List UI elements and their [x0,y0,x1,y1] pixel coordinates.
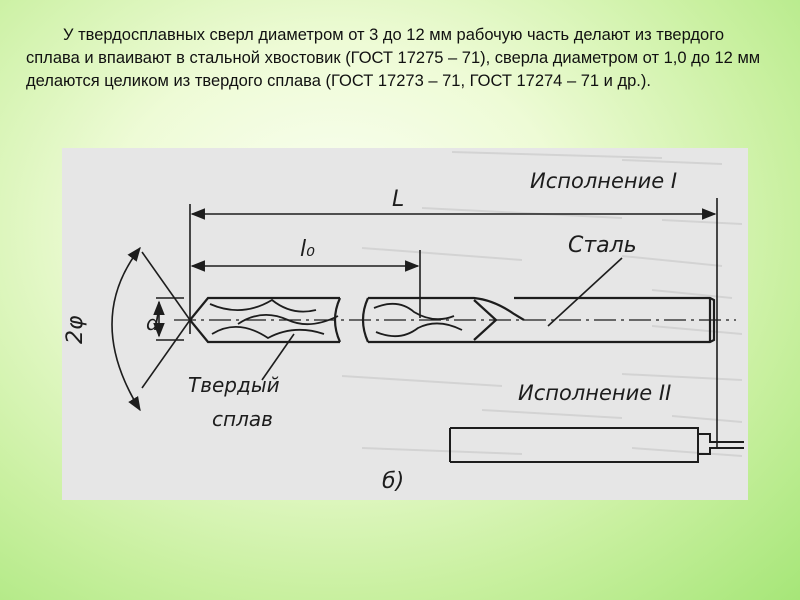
drill-drawing [62,148,748,500]
point-angle-arc [112,248,140,410]
working-length-label: l₀ [300,237,315,262]
point-angle-label: 2φ [63,315,88,344]
variant-2-shank [450,428,744,462]
steel-label: Сталь [568,233,637,258]
variant-2-label: Исполнение II [518,381,672,405]
steel-leader [548,258,622,326]
slide-body-text: У твердосплавных сверл диаметром от 3 до 12 мм рабочую часть делают из твердого сплава и впаивают в стальной хвостовик (ГОСТ 17275 – 71), сверла диаметром от 1,0 до 12 мм делаются целиком из твердого сплава (ГОСТ 17273 – 71, ГОСТ 17274 – 71 и др.). [26,26,761,90]
diameter-label: d [146,311,159,335]
overall-length-label: L [392,187,405,212]
figure-letter-label: б) [382,469,405,494]
hard-alloy-label-line1: Твердый [188,373,280,397]
variant-1-label: Исполнение I [530,169,678,193]
hard-alloy-label-line2: сплав [212,407,273,431]
